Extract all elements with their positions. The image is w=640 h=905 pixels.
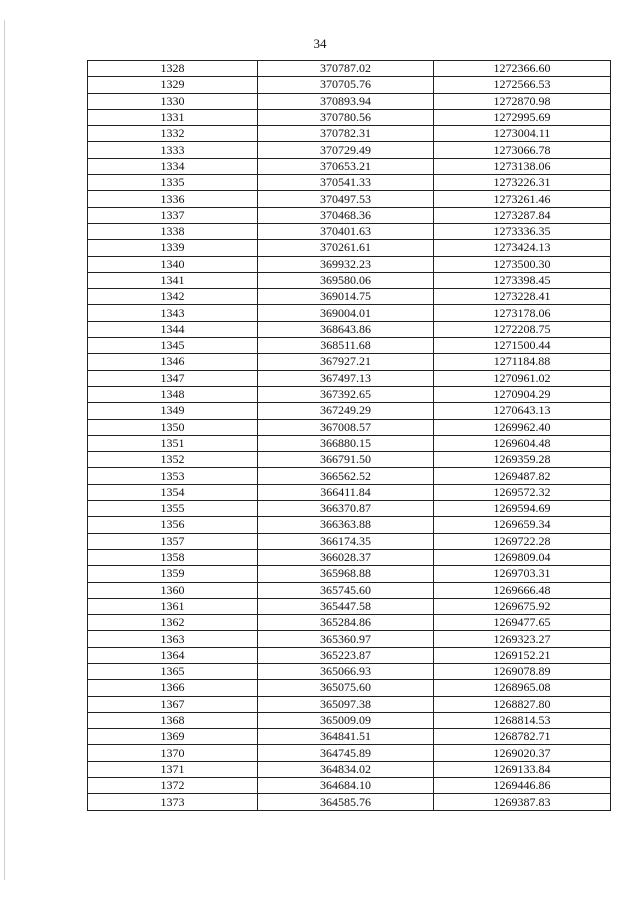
x-coordinate-cell: 366363.88 [258, 517, 434, 533]
point-number-cell: 1361 [88, 598, 258, 614]
point-number-cell: 1364 [88, 647, 258, 663]
point-number-cell: 1373 [88, 794, 258, 810]
x-coordinate-cell: 367249.29 [258, 403, 434, 419]
point-number-cell: 1332 [88, 126, 258, 142]
y-coordinate-cell: 1269078.89 [434, 663, 611, 679]
table-row [88, 321, 611, 337]
table-row [88, 729, 611, 745]
point-number-cell: 1340 [88, 256, 258, 272]
x-coordinate-cell: 370541.33 [258, 175, 434, 191]
x-coordinate-cell: 370653.21 [258, 158, 434, 174]
table-row [88, 761, 611, 777]
x-coordinate-cell: 365968.88 [258, 566, 434, 582]
y-coordinate-cell: 1273287.84 [434, 207, 611, 223]
point-number-cell: 1329 [88, 77, 258, 93]
coordinate-table [87, 60, 611, 811]
table-row [88, 158, 611, 174]
y-coordinate-cell: 1272208.75 [434, 321, 611, 337]
point-number-cell: 1359 [88, 566, 258, 582]
x-coordinate-cell: 367927.21 [258, 354, 434, 370]
point-number-cell: 1352 [88, 452, 258, 468]
point-number-cell: 1338 [88, 223, 258, 239]
x-coordinate-cell: 364684.10 [258, 778, 434, 794]
table-row [88, 778, 611, 794]
table-row [88, 175, 611, 191]
point-number-cell: 1357 [88, 533, 258, 549]
table-row [88, 142, 611, 158]
table-row [88, 647, 611, 663]
point-number-cell: 1368 [88, 712, 258, 728]
y-coordinate-cell: 1273398.45 [434, 272, 611, 288]
point-number-cell: 1356 [88, 517, 258, 533]
y-coordinate-cell: 1269962.40 [434, 419, 611, 435]
point-number-cell: 1355 [88, 501, 258, 517]
point-number-cell: 1354 [88, 484, 258, 500]
x-coordinate-cell: 367392.65 [258, 386, 434, 402]
x-coordinate-cell: 366411.84 [258, 484, 434, 500]
point-number-cell: 1345 [88, 338, 258, 354]
y-coordinate-cell: 1272870.98 [434, 93, 611, 109]
point-number-cell: 1336 [88, 191, 258, 207]
page-number: 34 [313, 36, 327, 51]
y-coordinate-cell: 1269152.21 [434, 647, 611, 663]
point-number-cell: 1363 [88, 631, 258, 647]
point-number-cell: 1365 [88, 663, 258, 679]
point-number-cell: 1353 [88, 468, 258, 484]
point-number-cell: 1347 [88, 370, 258, 386]
x-coordinate-cell: 370729.49 [258, 142, 434, 158]
y-coordinate-cell: 1269446.86 [434, 778, 611, 794]
x-coordinate-cell: 365075.60 [258, 680, 434, 696]
table-row [88, 305, 611, 321]
y-coordinate-cell: 1271184.88 [434, 354, 611, 370]
point-number-cell: 1372 [88, 778, 258, 794]
point-number-cell: 1358 [88, 549, 258, 565]
table-row [88, 370, 611, 386]
y-coordinate-cell: 1269722.28 [434, 533, 611, 549]
x-coordinate-cell: 369004.01 [258, 305, 434, 321]
y-coordinate-cell: 1273228.41 [434, 289, 611, 305]
y-coordinate-cell: 1269572.32 [434, 484, 611, 500]
point-number-cell: 1328 [88, 61, 258, 77]
point-number-cell: 1344 [88, 321, 258, 337]
table-row [88, 240, 611, 256]
point-number-cell: 1331 [88, 109, 258, 125]
x-coordinate-cell: 370893.94 [258, 93, 434, 109]
y-coordinate-cell: 1273004.11 [434, 126, 611, 142]
table-row [88, 484, 611, 500]
table-row [88, 631, 611, 647]
x-coordinate-cell: 365284.86 [258, 615, 434, 631]
x-coordinate-cell: 365745.60 [258, 582, 434, 598]
y-coordinate-cell: 1273226.31 [434, 175, 611, 191]
table-row [88, 566, 611, 582]
x-coordinate-cell: 367008.57 [258, 419, 434, 435]
table-row [88, 272, 611, 288]
table-row [88, 712, 611, 728]
y-coordinate-cell: 1269659.34 [434, 517, 611, 533]
table-row [88, 77, 611, 93]
x-coordinate-cell: 366370.87 [258, 501, 434, 517]
table-row [88, 745, 611, 761]
y-coordinate-cell: 1268965.08 [434, 680, 611, 696]
table-row [88, 126, 611, 142]
point-number-cell: 1369 [88, 729, 258, 745]
table-row [88, 223, 611, 239]
x-coordinate-cell: 365009.09 [258, 712, 434, 728]
table-row [88, 680, 611, 696]
table-row [88, 794, 611, 810]
x-coordinate-cell: 364834.02 [258, 761, 434, 777]
scan-edge-mark [4, 20, 5, 880]
y-coordinate-cell: 1269359.28 [434, 452, 611, 468]
y-coordinate-cell: 1269477.65 [434, 615, 611, 631]
point-number-cell: 1333 [88, 142, 258, 158]
x-coordinate-cell: 365447.58 [258, 598, 434, 614]
x-coordinate-cell: 364585.76 [258, 794, 434, 810]
x-coordinate-cell: 365223.87 [258, 647, 434, 663]
table-row [88, 354, 611, 370]
x-coordinate-cell: 370468.36 [258, 207, 434, 223]
table-row [88, 191, 611, 207]
point-number-cell: 1337 [88, 207, 258, 223]
table-row [88, 501, 611, 517]
table-row [88, 338, 611, 354]
point-number-cell: 1370 [88, 745, 258, 761]
y-coordinate-cell: 1269387.83 [434, 794, 611, 810]
y-coordinate-cell: 1268782.71 [434, 729, 611, 745]
table-row [88, 598, 611, 614]
y-coordinate-cell: 1269675.92 [434, 598, 611, 614]
x-coordinate-cell: 369014.75 [258, 289, 434, 305]
x-coordinate-cell: 365097.38 [258, 696, 434, 712]
point-number-cell: 1343 [88, 305, 258, 321]
x-coordinate-cell: 370705.76 [258, 77, 434, 93]
point-number-cell: 1335 [88, 175, 258, 191]
point-number-cell: 1330 [88, 93, 258, 109]
y-coordinate-cell: 1269133.84 [434, 761, 611, 777]
y-coordinate-cell: 1268814.53 [434, 712, 611, 728]
point-number-cell: 1334 [88, 158, 258, 174]
x-coordinate-cell: 370780.56 [258, 109, 434, 125]
y-coordinate-cell: 1269594.69 [434, 501, 611, 517]
x-coordinate-cell: 366028.37 [258, 549, 434, 565]
x-coordinate-cell: 365066.93 [258, 663, 434, 679]
table-row [88, 386, 611, 402]
table-row [88, 289, 611, 305]
table-row [88, 419, 611, 435]
x-coordinate-cell: 366174.35 [258, 533, 434, 549]
table-row [88, 435, 611, 451]
y-coordinate-cell: 1271500.44 [434, 338, 611, 354]
point-number-cell: 1360 [88, 582, 258, 598]
y-coordinate-cell: 1268827.80 [434, 696, 611, 712]
y-coordinate-cell: 1269487.82 [434, 468, 611, 484]
table-row [88, 207, 611, 223]
x-coordinate-cell: 370401.63 [258, 223, 434, 239]
y-coordinate-cell: 1269604.48 [434, 435, 611, 451]
y-coordinate-cell: 1269323.27 [434, 631, 611, 647]
point-number-cell: 1339 [88, 240, 258, 256]
x-coordinate-cell: 370497.53 [258, 191, 434, 207]
table-row [88, 61, 611, 77]
y-coordinate-cell: 1270643.13 [434, 403, 611, 419]
y-coordinate-cell: 1273424.13 [434, 240, 611, 256]
y-coordinate-cell: 1269809.04 [434, 549, 611, 565]
y-coordinate-cell: 1273500.30 [434, 256, 611, 272]
y-coordinate-cell: 1273066.78 [434, 142, 611, 158]
table-body [88, 61, 611, 811]
y-coordinate-cell: 1270961.02 [434, 370, 611, 386]
x-coordinate-cell: 365360.97 [258, 631, 434, 647]
y-coordinate-cell: 1273178.06 [434, 305, 611, 321]
y-coordinate-cell: 1273138.06 [434, 158, 611, 174]
point-number-cell: 1349 [88, 403, 258, 419]
table-row [88, 93, 611, 109]
table-row [88, 517, 611, 533]
y-coordinate-cell: 1273336.35 [434, 223, 611, 239]
y-coordinate-cell: 1273261.46 [434, 191, 611, 207]
table-row [88, 452, 611, 468]
table-row [88, 549, 611, 565]
x-coordinate-cell: 367497.13 [258, 370, 434, 386]
table-row [88, 663, 611, 679]
table-row [88, 533, 611, 549]
table-row [88, 615, 611, 631]
y-coordinate-cell: 1270904.29 [434, 386, 611, 402]
x-coordinate-cell: 369580.06 [258, 272, 434, 288]
x-coordinate-cell: 368643.86 [258, 321, 434, 337]
y-coordinate-cell: 1269666.48 [434, 582, 611, 598]
point-number-cell: 1366 [88, 680, 258, 696]
point-number-cell: 1350 [88, 419, 258, 435]
table-row [88, 468, 611, 484]
x-coordinate-cell: 370782.31 [258, 126, 434, 142]
point-number-cell: 1348 [88, 386, 258, 402]
y-coordinate-cell: 1272995.69 [434, 109, 611, 125]
point-number-cell: 1371 [88, 761, 258, 777]
x-coordinate-cell: 370261.61 [258, 240, 434, 256]
point-number-cell: 1362 [88, 615, 258, 631]
table-row [88, 109, 611, 125]
y-coordinate-cell: 1272366.60 [434, 61, 611, 77]
y-coordinate-cell: 1269020.37 [434, 745, 611, 761]
table-row [88, 582, 611, 598]
point-number-cell: 1346 [88, 354, 258, 370]
point-number-cell: 1351 [88, 435, 258, 451]
x-coordinate-cell: 370787.02 [258, 61, 434, 77]
table-row [88, 403, 611, 419]
x-coordinate-cell: 366880.15 [258, 435, 434, 451]
x-coordinate-cell: 364841.51 [258, 729, 434, 745]
table-row [88, 256, 611, 272]
y-coordinate-cell: 1272566.53 [434, 77, 611, 93]
point-number-cell: 1367 [88, 696, 258, 712]
point-number-cell: 1342 [88, 289, 258, 305]
x-coordinate-cell: 366562.52 [258, 468, 434, 484]
point-number-cell: 1341 [88, 272, 258, 288]
x-coordinate-cell: 368511.68 [258, 338, 434, 354]
y-coordinate-cell: 1269703.31 [434, 566, 611, 582]
x-coordinate-cell: 366791.50 [258, 452, 434, 468]
x-coordinate-cell: 369932.23 [258, 256, 434, 272]
x-coordinate-cell: 364745.89 [258, 745, 434, 761]
table-row [88, 696, 611, 712]
